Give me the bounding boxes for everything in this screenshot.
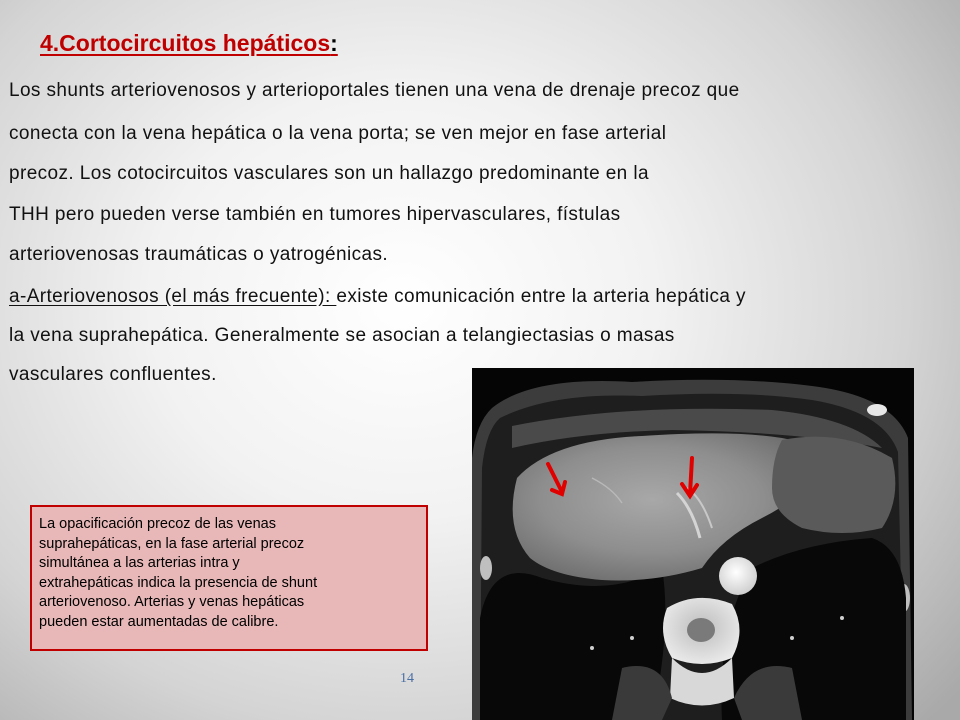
lung-vessel	[840, 616, 844, 620]
subheading-rest: existe comunicación entre la arteria hepática y	[336, 286, 746, 307]
aorta	[719, 557, 757, 595]
rib-right	[867, 404, 887, 416]
callout-line: arteriovenoso. Arterias y venas hepáticas	[39, 594, 305, 610]
body-line-4: THH pero pueden verse también en tumores hipervasculares, fístulas	[9, 204, 621, 225]
lung-vessel	[630, 636, 634, 640]
continuation-line-2: vasculares confluentes.	[9, 364, 217, 385]
callout-line: extrahepáticas indica la presencia de shunt	[39, 574, 318, 591]
body-line-2: conecta con la vena hepática o la vena porta; se ven mejor en fase arterial	[9, 123, 667, 144]
slide-title-text: 4.Cortocircuitos hepáticos	[40, 30, 331, 56]
continuation-line-1: la vena suprahepática. Generalmente se asocian a telangiectasias o masas	[9, 325, 675, 346]
ct-scan-image	[472, 368, 914, 720]
lung-vessel	[590, 646, 594, 650]
heart-region	[772, 437, 895, 533]
lung-vessel	[790, 636, 794, 640]
callout-line: suprahepáticas, en la fase arterial precoz	[39, 535, 305, 552]
slide-title-colon: :	[330, 30, 338, 56]
callout-line: La opacificación precoz de las venas	[39, 516, 276, 532]
slide-title	[40, 30, 338, 57]
body-line-3: precoz. Los cotocircuitos vasculares son un hallazgo predominante en la	[9, 163, 649, 184]
subheading-underlined: a-Arteriovenosos (el más frecuente):	[9, 286, 337, 307]
body-line-5: arteriovenosas traumáticas o yatrogénicas.	[9, 244, 389, 265]
vertebra-core	[687, 618, 715, 642]
ct-scan-drawing	[472, 368, 914, 720]
subheading-line	[9, 286, 746, 308]
page-number: 14	[400, 671, 414, 686]
callout-box	[30, 505, 428, 651]
rib-left	[480, 556, 492, 580]
callout-line: simultánea a las arterias intra y	[39, 555, 240, 571]
callout-line: pueden estar aumentadas de calibre.	[39, 613, 279, 630]
body-line-1: Los shunts arteriovenosos y arterioportales tienen una vena de drenaje precoz que	[9, 80, 740, 101]
